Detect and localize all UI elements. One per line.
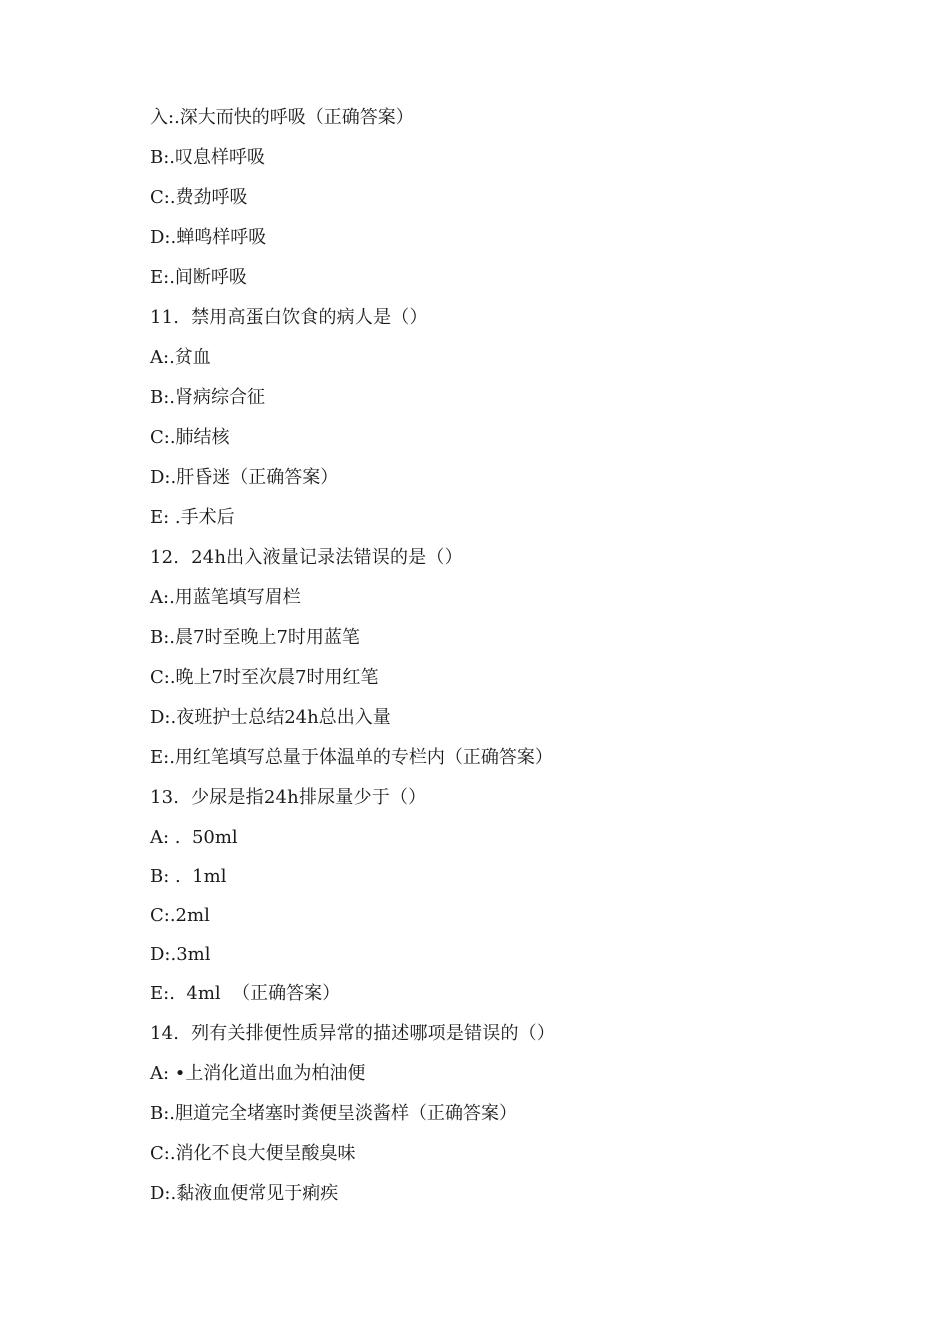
q12-option-d: D:.夜班护士总结24h总出入量	[150, 707, 391, 728]
q13-option-b: B: . 1ml	[150, 866, 227, 887]
q11-option-e: E: .手术后	[150, 507, 235, 528]
q14-option-d: D:.黏液血便常见于痢疾	[150, 1183, 339, 1204]
q10-option-d: D:.蝉鸣样呼吸	[150, 227, 267, 248]
q12-question: 12. 24h出入液量记录法错误的是（）	[150, 547, 463, 568]
q14-option-b: B:.胆道完全堵塞时粪便呈淡酱样（正确答案）	[150, 1103, 518, 1124]
q14-question: 14. 列有关排便性质异常的描述哪项是错误的（）	[150, 1023, 556, 1044]
q10-option-b: B:.叹息样呼吸	[150, 147, 266, 168]
q12-option-c: C:.晚上7时至次晨7时用红笔	[150, 667, 379, 688]
q13-option-c: C:.2ml	[150, 905, 210, 926]
q11-option-d: D:.肝昏迷（正确答案）	[150, 467, 339, 488]
q12-option-e: E:.用红笔填写总量于体温单的专栏内（正确答案）	[150, 747, 553, 768]
q11-option-b: B:.肾病综合征	[150, 387, 266, 408]
q10-option-e: E:.间断呼吸	[150, 267, 247, 288]
q11-option-c: C:.肺结核	[150, 427, 230, 448]
q12-option-a: A:.用蓝笔填写眉栏	[150, 587, 301, 608]
q11-option-a: A:.贫血	[150, 347, 211, 368]
q13-question: 13. 少尿是指24h排尿量少于（）	[150, 787, 427, 808]
q13-option-e: E:. 4ml （正确答案）	[150, 983, 341, 1004]
q12-option-b: B:.晨7时至晚上7时用蓝笔	[150, 627, 360, 648]
q13-option-a: A: . 50ml	[150, 827, 238, 848]
q14-option-a: A: •上消化道出血为柏油便	[150, 1063, 366, 1084]
q13-option-d: D:.3ml	[150, 944, 211, 965]
q10-option-c: C:.费劲呼吸	[150, 187, 248, 208]
q14-option-c: C:.消化不良大便呈酸臭味	[150, 1143, 356, 1164]
q10-option-a: 入:.深大而快的呼吸（正确答案）	[150, 107, 414, 128]
question-list	[150, 104, 910, 1220]
q11-question: 11. 禁用高蛋白饮食的病人是（）	[150, 307, 428, 328]
